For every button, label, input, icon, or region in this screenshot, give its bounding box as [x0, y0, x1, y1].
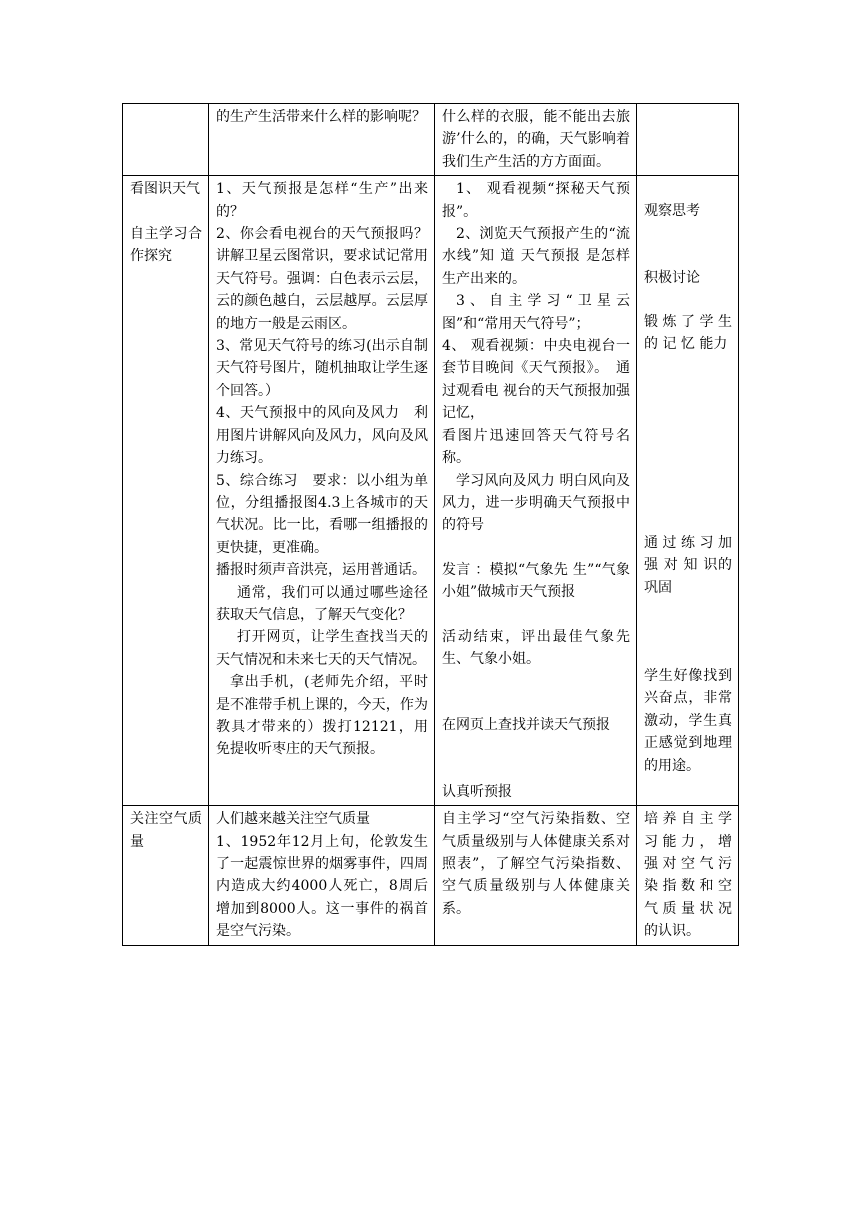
text-paragraph: 5、综合练习 要求：以小组为单位，分组播报图4.3上各城市的天气状况。比一比，看哪一组播报的更快捷，更准确。 [216, 472, 428, 556]
text-paragraph: 2、你会看电视台的天气预报吗？ 讲解卫星云图常识，要求试记常用天气符号。强调：白色表示云层，云的颜色越白，云层越厚。云层厚的地方一般是云雨区。 [216, 226, 442, 332]
text-paragraph: 3、常见天气符号的练习(出示自制天气符号图片，随机抽取让学生逐个回答。） [216, 338, 428, 399]
text-paragraph: 学习风向及风力 明白风向及风力，进一步明确天气预报中的符号 [442, 472, 630, 534]
table-row [123, 176, 739, 806]
text-paragraph: 人们越来越关注空气质量 [216, 811, 370, 828]
text-paragraph: 锻 炼 了 学 生 的 记 忆 能力 [644, 314, 732, 353]
text-paragraph: 培 养 自 主 学习能力，增 强 对 空 气 污 染 指 数 和 空 气 质 量 状 况 的认识。 [644, 811, 732, 940]
text-paragraph: 的生产生活带来什么样的影响呢？ [216, 109, 426, 125]
stage-label: 自主学习合作探究 [130, 225, 202, 265]
text-paragraph: 看图片迅速回答天气符号名称。 [442, 427, 630, 467]
text-paragraph: 学生好像找到兴奋点，非常激动，学生真正感觉到地理的用途。 [644, 668, 732, 774]
text-paragraph: 1、1952年12月上旬，伦敦发生了一起震惊世界的烟雾事件，四周内造成大约4000人死亡，8周后增加到8000人。这一事件的祸首是空气污染。 [216, 833, 428, 940]
stage-cell [123, 104, 209, 176]
text-paragraph: 播报时须声音洪亮，运用普通话。 [216, 562, 426, 579]
text-paragraph: 1、天气预报是怎样“生产”出来的？ [216, 181, 428, 220]
stage-cell [123, 806, 209, 945]
text-paragraph: 积极讨论 [644, 269, 700, 286]
text-paragraph: 打开网页，让学生查找当天的天气情况和未来七天的天气情况。 [216, 629, 428, 668]
text-paragraph: 4、 观看视频：中央电视台一套节目晚间《天气预报》。 通过观看电 视台的天气预报加强记忆， [442, 338, 630, 422]
design-intent-cell [637, 806, 739, 945]
stage-cell [123, 176, 209, 806]
teacher-activity-cell [209, 806, 435, 945]
text-paragraph: 自主学习“空气污染指数、空气质量级别与人体健康关系对照表”，了解空气污染指数、空气质量级别与人体健康关系。 [442, 811, 630, 917]
text-paragraph: 3、自主学习“卫星云图”和“常用天气符号”； [442, 293, 630, 332]
text-paragraph: 通常，我们可以通过哪些途径获取天气信息，了解天气变化？ [216, 584, 428, 623]
text-paragraph: 活动结束，评出最佳气象先生、气象小姐。 [442, 628, 630, 667]
teacher-activity-cell [209, 176, 442, 806]
text-paragraph: 2、浏览天气预报产生的“流水线”知 道 天气预报 是怎样生产出来的。 [442, 226, 630, 287]
student-activity-cell [435, 104, 637, 176]
table-row [123, 104, 739, 176]
text-paragraph: 1、 观看视频“探秘天气预报”。 [442, 181, 630, 220]
text-paragraph: 在网页上查找并读天气预报 [442, 717, 610, 734]
design-intent-cell [637, 176, 739, 806]
teacher-activity-cell [209, 104, 435, 176]
text-paragraph: 通 过 练 习 加 强 对 知 识的 巩固 [644, 534, 732, 596]
text-paragraph: 观察思考 [644, 203, 700, 220]
text-paragraph: 4、天气预报中的风向及风力 利用图片讲解风向及风力，风向及风力练习。 [216, 405, 428, 467]
stage-label: 关注空气质量 [130, 811, 202, 850]
design-intent-cell [637, 104, 739, 176]
student-activity-cell [435, 176, 637, 806]
text-paragraph: 发言 ：模拟“气象先 生”“气象小姐”做城市天气预报 [442, 561, 630, 601]
text-paragraph: 拿出手机，(老师先介绍，平时是不准带手机上课的，今天，作为教具才带来的）拨打12121，用免提收听枣庄的天气预报。 [216, 674, 428, 758]
text-paragraph: 什么样的衣服，能不能出去旅游’什么的，的确，天气影响着我们生产生活的方方面面。 [442, 109, 630, 170]
text-paragraph: 认真听预报 [442, 783, 512, 800]
table-row [123, 806, 739, 945]
student-activity-cell [435, 806, 637, 945]
stage-label: 看图识天气 [130, 181, 200, 198]
lesson-plan-table [122, 103, 739, 946]
